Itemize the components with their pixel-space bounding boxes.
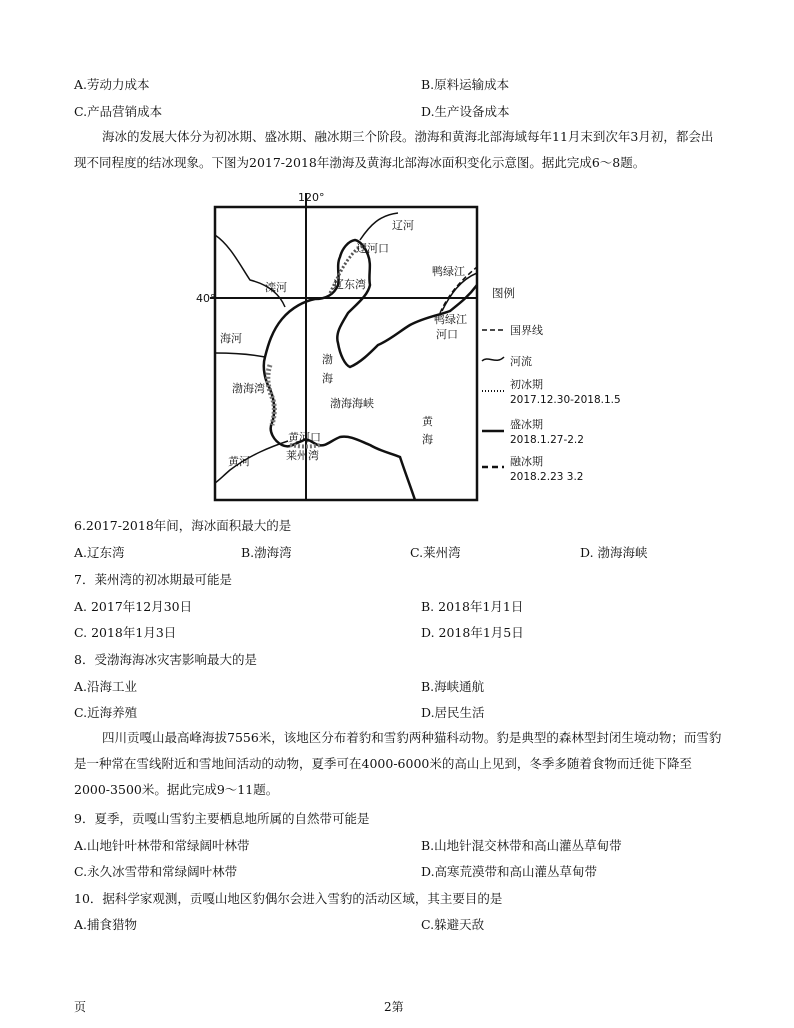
legend-melt-date: 2018.2.23 3.2 [510, 471, 584, 483]
q6-stem: 6.2017-2018年间，海冰面积最大的是 [74, 518, 292, 533]
passage-snow-leopard: 四川贡嘎山最高峰海拔7556米，该地区分布着豹和雪豹两种猫科动物。豹是典型的森林型封闭生境动物；而雪豹是一种常在雪线附近和雪地间活动的动物，夏季可在4000-6000米的高山上见到，冬季多随着食物而迁徙下降至2000-3500米。据此完成9～11题。 [74, 730, 722, 797]
legend-border: 国界线 [510, 324, 543, 337]
legend-peak-date: 2018.1.27-2.2 [510, 434, 584, 446]
q7-stem: 7．莱州湾的初冰期最可能是 [74, 572, 232, 587]
q7-option-b: B. 2018年1月1日 [421, 599, 524, 614]
legend-title: 图例 [492, 286, 515, 300]
label-yalujiang: 鸭绿江 [432, 265, 465, 278]
lat-label: 40° [196, 292, 216, 305]
q6-option-d: D. 渤海海峡 [580, 545, 648, 560]
q9-option-a: A.山地针叶林带和常绿阔叶林带 [74, 838, 250, 853]
luanhe-river [215, 235, 285, 307]
label-yalujiang-hekou-2: 河口 [436, 328, 458, 341]
q9-stem: 9．夏季，贡嘎山雪豹主要栖息地所属的自然带可能是 [74, 811, 370, 826]
label-liaodongwan: 辽东湾 [333, 278, 366, 291]
legend-melt: 融冰期 [510, 455, 543, 468]
q8-option-c: C.近海养殖 [74, 705, 138, 720]
label-huanghekou: 黄河口 [288, 431, 321, 444]
label-yalujiang-hekou-1: 鸭绿江 [434, 313, 467, 326]
q5-option-b: B.原料运输成本 [421, 77, 510, 92]
q8-option-a: A.沿海工业 [74, 679, 138, 694]
legend-initial-date: 2017.12.30-2018.1.5 [510, 394, 621, 406]
label-haihe: 海河 [220, 332, 242, 345]
q8-option-d: D.居民生活 [421, 705, 485, 720]
passage-sea-ice: 海冰的发展大体分为初冰期、盛冰期、融冰期三个阶段。渤海和黄海北部海域每年11月末到次年3月初，都会出现不同程度的结冰现象。下图为2017-2018年渤海及黄海北部海冰面积变化示意图。据此完成6～8题。 [74, 129, 714, 170]
q5-option-d: D.生产设备成本 [421, 104, 510, 119]
q9-option-c: C.永久冰雪带和常绿阔叶林带 [74, 864, 238, 879]
q6-option-a: A.辽东湾 [74, 545, 125, 560]
q9-option-b: B.山地针混交林带和高山灌丛草甸带 [421, 838, 622, 853]
label-liaohe: 辽河 [392, 219, 414, 232]
legend-initial: 初冰期 [510, 378, 543, 391]
q7-option-d: D. 2018年1月5日 [421, 625, 524, 640]
map-frame [215, 207, 477, 500]
label-luanhe: 滦河 [265, 281, 287, 294]
q10-option-a: A.捕食猎物 [74, 917, 138, 932]
q9-option-d: D.高寒荒漠带和高山灌丛草甸带 [421, 864, 598, 879]
lon-label: 120° [298, 191, 325, 204]
footer-page-number: 2第 [384, 1000, 404, 1014]
label-bohai-2: 海 [322, 372, 333, 385]
label-huanghai-2: 海 [422, 433, 433, 446]
sea-ice-map [196, 185, 621, 505]
q7-option-a: A. 2017年12月30日 [74, 599, 193, 614]
label-huanghai-1: 黄 [422, 415, 433, 428]
q7-option-c: C. 2018年1月3日 [74, 625, 177, 640]
label-bohaiwan: 渤海湾 [232, 382, 265, 395]
label-huanghe: 黄河 [228, 455, 250, 468]
q5-option-a: A.劳动力成本 [74, 77, 150, 92]
footer-left: 页 [74, 1000, 87, 1014]
q8-option-b: B.海峡通航 [421, 679, 485, 694]
label-laizhouwan: 莱州湾 [286, 449, 319, 462]
q10-stem: 10．据科学家观测，贡嘎山地区豹偶尔会进入雪豹的活动区域，其主要目的是 [74, 891, 503, 906]
q5-option-c: C.产品营销成本 [74, 104, 163, 119]
label-bohaihaixia: 渤海海峡 [330, 397, 374, 410]
legend-peak: 盛冰期 [510, 418, 543, 431]
q6-option-c: C.莱州湾 [410, 545, 461, 560]
label-bohai-1: 渤 [322, 353, 333, 366]
legend-river: 河流 [510, 355, 532, 368]
q8-stem: 8．受渤海海冰灾害影响最大的是 [74, 652, 257, 667]
label-liaohekou: 辽河口 [356, 242, 389, 255]
q10-option-c: C.躲避天敌 [421, 917, 485, 932]
haihe-river [215, 353, 265, 357]
huanghe-river [215, 441, 288, 483]
q6-option-b: B.渤海湾 [241, 545, 292, 560]
legend-river-symbol [482, 357, 504, 361]
